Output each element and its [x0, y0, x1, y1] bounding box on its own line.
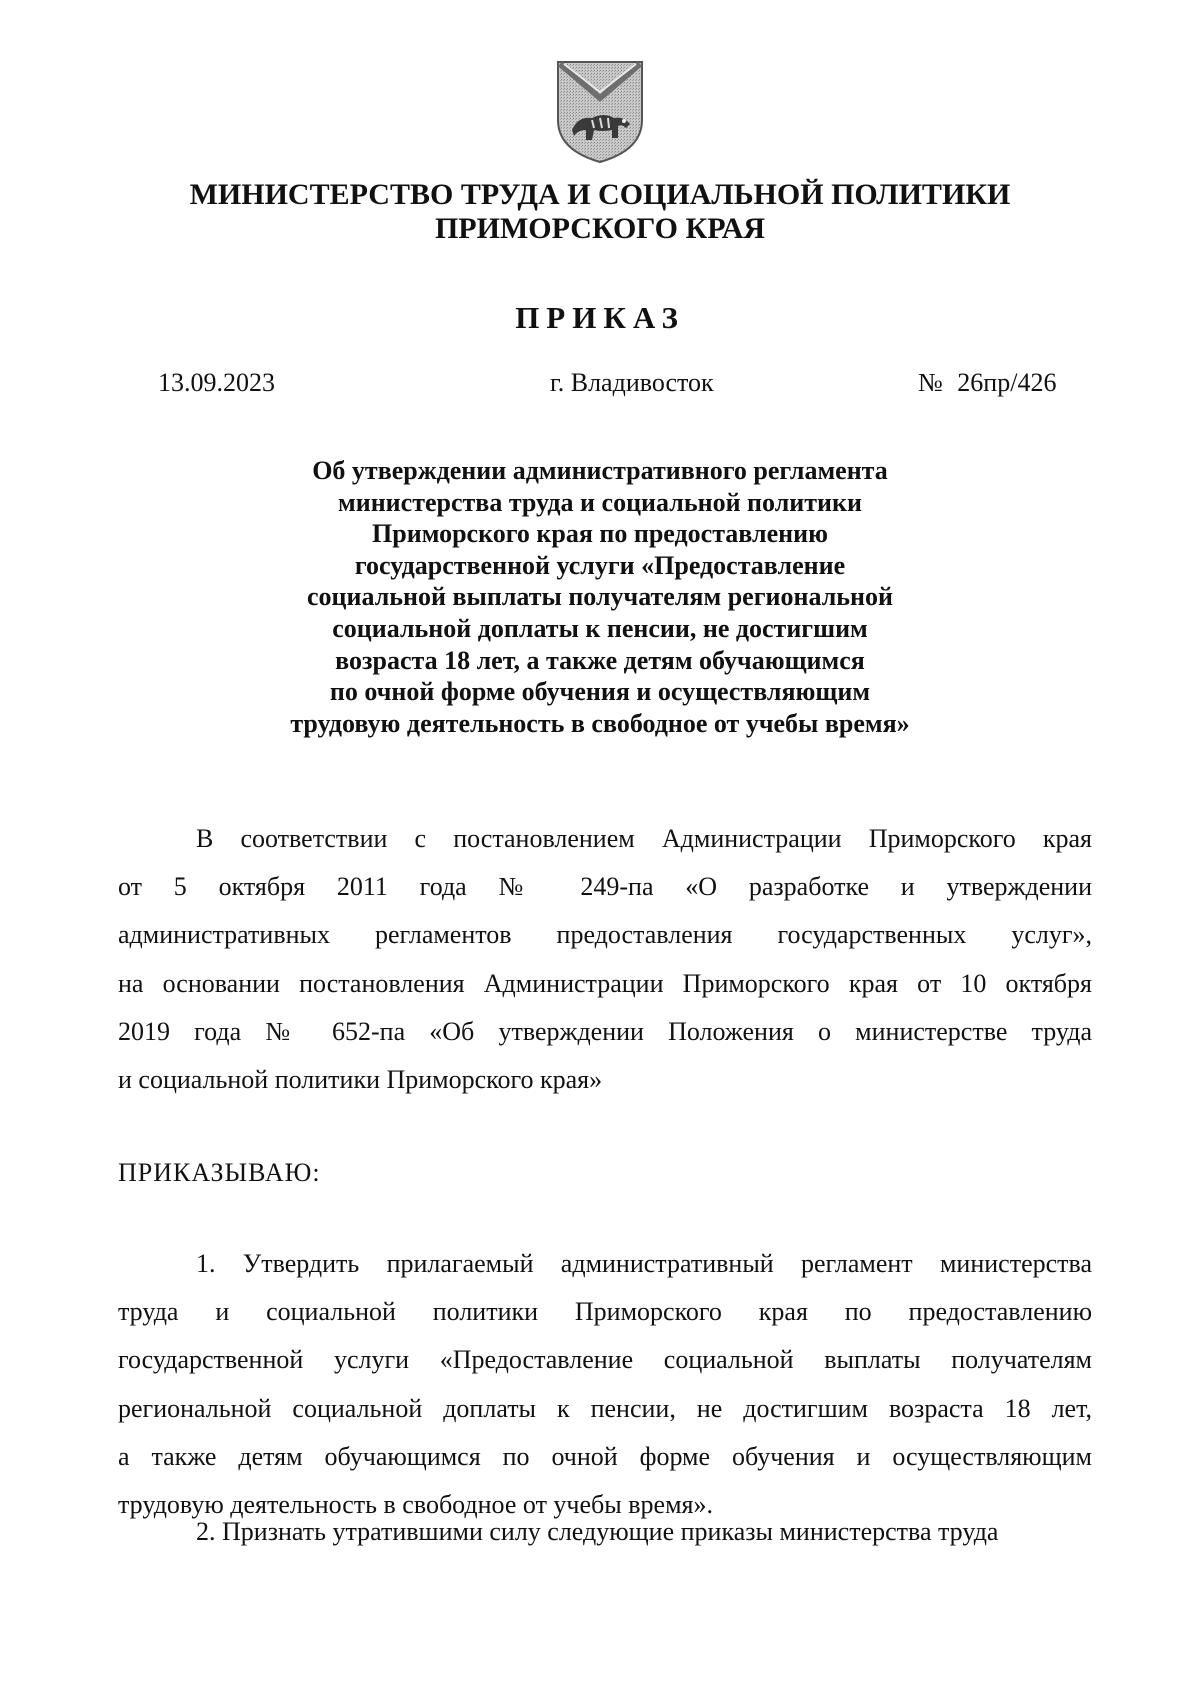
order-item-2: 2. Признать утратившими силу следующие приказы министерства труда [196, 1517, 999, 1546]
title-line: Об утверждении административного регламента [312, 456, 888, 485]
preamble-line: административных регламентов предоставления государственных услуг», [118, 920, 1092, 950]
order-item-1 [118, 1240, 1092, 1529]
item1-line: 1. Утвердить прилагаемый административный регламент министерства [196, 1249, 1092, 1278]
document-city: г. Владивосток [550, 368, 714, 397]
title-line: Приморского края по предоставлению [372, 519, 828, 549]
title-line: возраста 18 лет, а также детям обучающимся [335, 645, 865, 675]
preamble-paragraph [118, 815, 1092, 1104]
item1-line: трудовую деятельность в свободное от учебы время». [118, 1490, 713, 1520]
document-date: 13.09.2023 [158, 368, 275, 397]
ministry-name [0, 178, 1200, 246]
ministry-line-1: МИНИСТЕРСТВО ТРУДА И СОЦИАЛЬНОЙ ПОЛИТИКИ [189, 178, 1011, 211]
item1-line: государственной услуги «Предоставление социальной выплаты получателям [118, 1345, 1092, 1375]
preamble-line: на основании постановления Администрации Приморского края от 10 октября [118, 968, 1092, 998]
preamble-line: от 5 октября 2011 года № 249-па «О разработке и утверждении [118, 872, 1092, 902]
preamble-line: 2019 года № 652-па «Об утверждении Положения о министерстве труда [118, 1016, 1092, 1046]
document-number: № 26пр/426 [918, 368, 1057, 397]
preamble-line: и социальной политики Приморского края» [118, 1065, 603, 1095]
preamble-line: В соответствии с постановлением Администрации Приморского края [196, 824, 1092, 853]
order-word: ПРИКАЗЫВАЮ: [118, 1158, 321, 1187]
ministry-line-2: ПРИМОРСКОГО КРАЯ [434, 212, 766, 245]
title-line: социальной доплаты к пенсии, не достигшим [332, 613, 868, 643]
item1-line: труда и социальной политики Приморского края по предоставлению [118, 1297, 1092, 1327]
item1-line: региональной социальной доплаты к пенсии, не достигшим возраста 18 лет, [118, 1393, 1092, 1423]
document-type: ПРИКАЗ [515, 300, 685, 335]
item1-line: а также детям обучающимся по очной форме обучения и осуществляющим [118, 1441, 1092, 1471]
coat-of-arms-icon [552, 58, 648, 166]
title-line: социальной выплаты получателям региональной [306, 582, 893, 612]
title-line: по очной форме обучения и осуществляющим [329, 677, 871, 707]
title-line: государственной услуги «Предоставление [354, 550, 846, 580]
title-line: трудовую деятельность в свободное от учебы время» [290, 708, 910, 738]
title-line: министерства труда и социальной политики [338, 487, 862, 517]
document-title [0, 455, 1200, 739]
